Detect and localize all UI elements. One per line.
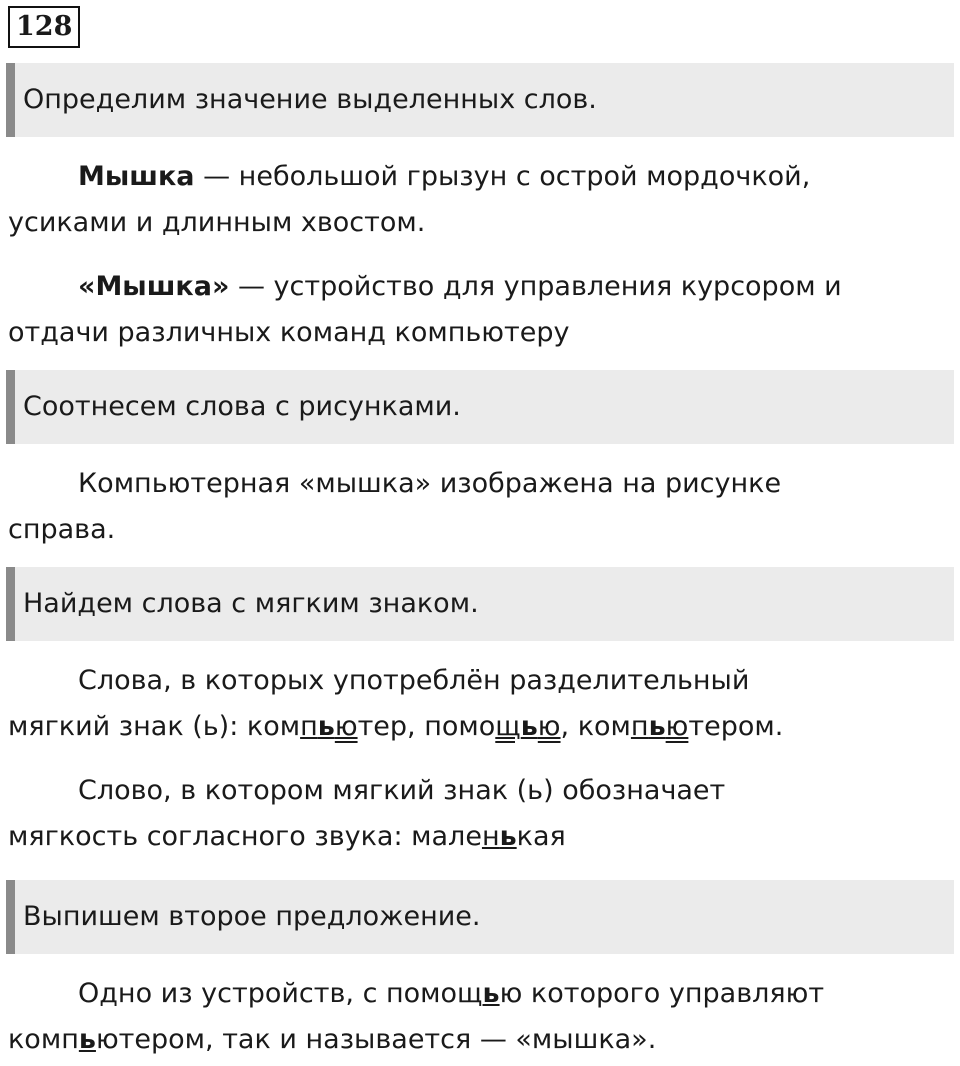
task-number: 128 <box>8 6 80 48</box>
term-computer-mouse: «Мышка» <box>78 271 230 302</box>
word-computer: компьютер <box>246 711 408 742</box>
sentence-line-2: компьютером, так и называется — «мышка». <box>8 1024 657 1055</box>
match-text: Компьютерная «мышка» изображена на рисунке <box>78 468 782 499</box>
match-text-cont: справа. <box>8 514 116 545</box>
term-mouse: Мышка <box>78 161 195 192</box>
definition-text: — устройство для управления курсором и <box>229 271 842 302</box>
step-heading-1: Определим значение выделенных слов. <box>6 63 954 137</box>
word-computer-instr: компьютером <box>577 711 775 742</box>
match-paragraph <box>8 461 952 553</box>
soft-sign-label: мягкий знак (ь): <box>8 711 247 742</box>
softness-label: мягкость согласного звука: <box>8 821 412 852</box>
word-help: помощью <box>424 711 561 742</box>
word-small: маленькая <box>411 821 566 852</box>
definition-text-cont: отдачи различных команд компьютеру <box>8 317 570 348</box>
soft-sign-softness <box>8 768 952 860</box>
step-heading-4: Выпишем второе предложение. <box>6 880 954 954</box>
definition-text-cont: усиками и длинным хвостом. <box>8 207 426 238</box>
definition-text: — небольшой грызун с острой мордочкой, <box>194 161 811 192</box>
definition-mouse-animal <box>8 154 952 246</box>
soft-sign-words-line: мягкий знак (ь): компьютер, помощью, компьютером. <box>8 711 784 742</box>
softness-words-line <box>8 814 952 860</box>
sentence-line-1: Одно из устройств, с помощью которого управляют <box>78 978 825 1009</box>
step-heading-2: Соотнесем слова с рисунками. <box>6 370 954 444</box>
softness-intro: Слово, в котором мягкий знак (ь) обозначает <box>78 775 726 806</box>
written-sentence <box>8 971 952 1063</box>
step-heading-3: Найдем слова с мягким знаком. <box>6 567 954 641</box>
soft-sign-intro: Слова, в которых употреблён разделительный <box>78 665 750 696</box>
soft-sign-separating <box>8 658 952 750</box>
definition-mouse-device <box>8 264 952 356</box>
